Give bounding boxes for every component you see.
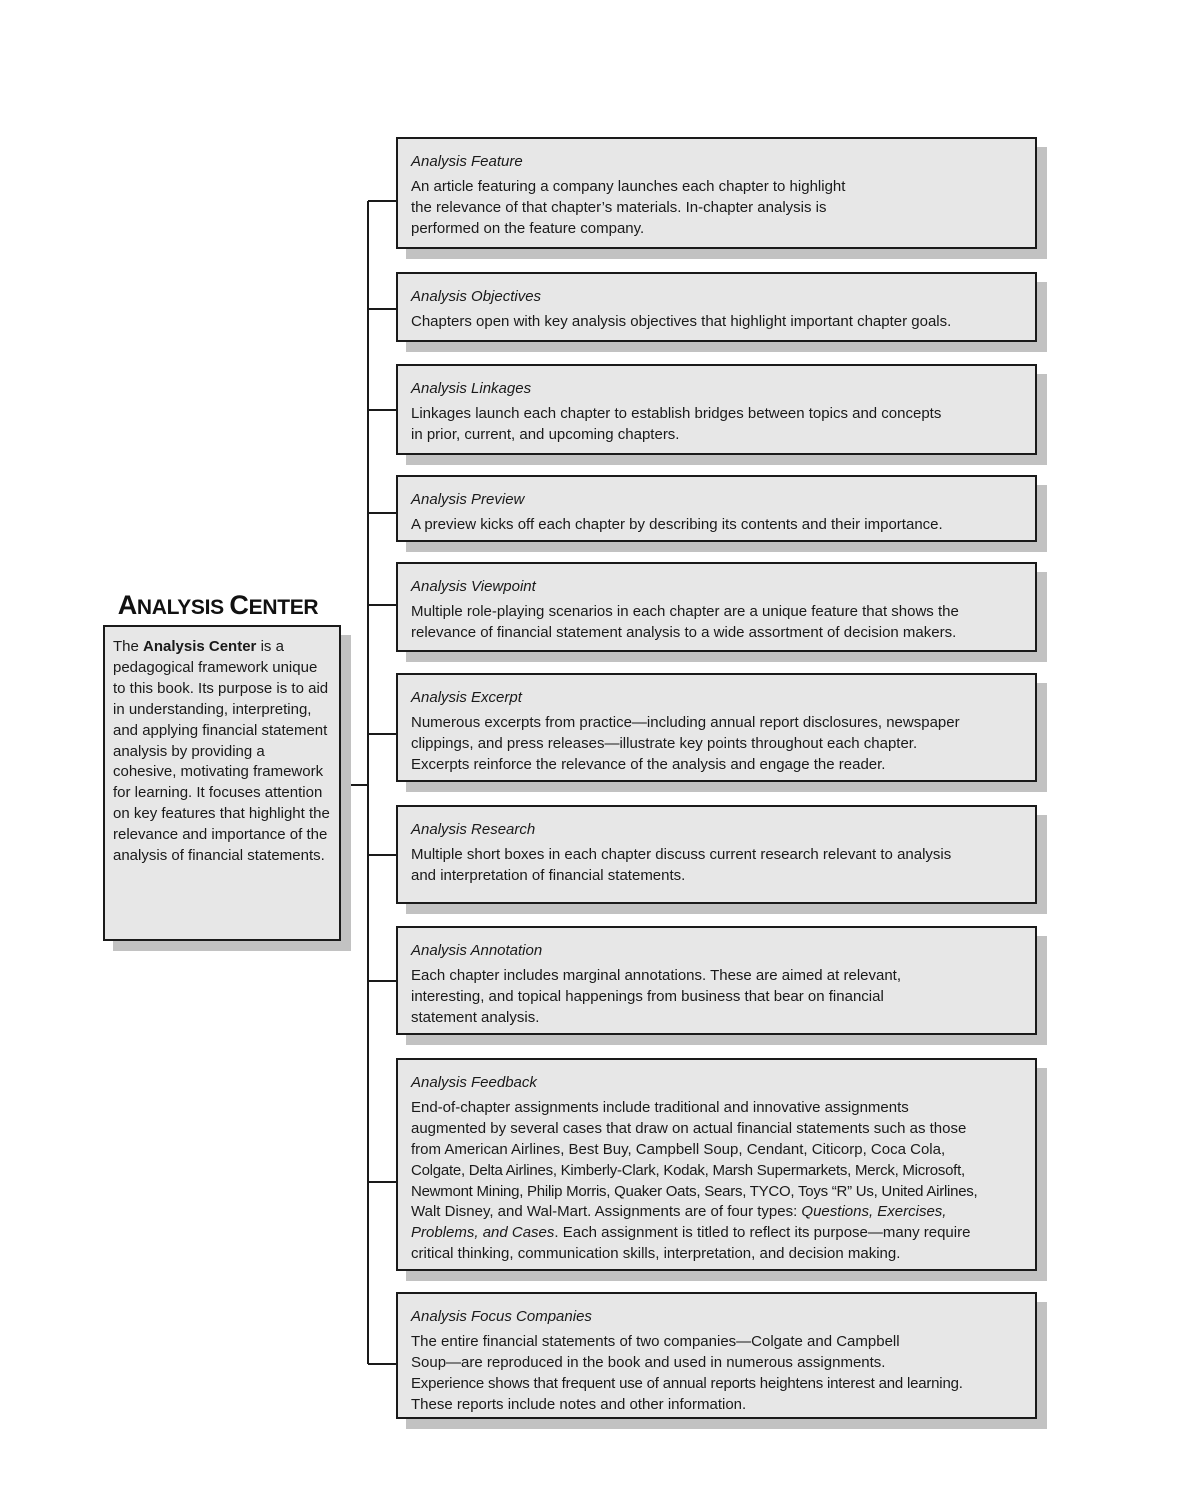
analysis-center-bold: Analysis Center (143, 638, 257, 655)
feature-description: The entire financial statements of two companies—Colgate and Campbell Soup—are reproduced in the book and used in numerous assignments. Experience shows that frequent use of annual reports heightens interest and learning. These reports include notes and other information. (411, 1332, 963, 1413)
feature-title: Analysis Excerpt (411, 689, 522, 706)
feature-box-analysis-research (396, 805, 1037, 904)
analysis-center-box: The Analysis Center is a pedagogical framework unique to this book. Its purpose is to aid in understanding, interpreting, and applying financial statement analysis by providing a cohesive, motivating framework for learning. It focuses attention on key features that highlight the relevance and importance of the analysis of financial statements. (103, 625, 341, 941)
feature-box-analysis-linkages (396, 364, 1037, 455)
feature-description: Multiple role-playing scenarios in each chapter are a unique feature that shows the relevance of financial statement analysis to a wide assortment of decision makers. (411, 602, 959, 641)
feature-box-analysis-annotation (396, 926, 1037, 1035)
feature-description: Numerous excerpts from practice—including annual report disclosures, newspaper clippings, and press releases—illustrate key points throughout each chapter. Excerpts reinforce the relevance of the analysis and engage the reader. (411, 713, 960, 773)
feature-description: Multiple short boxes in each chapter discuss current research relevant to analysis and interpretation of financial statements. (411, 845, 952, 884)
feature-title: Analysis Research (411, 821, 536, 838)
feature-box-analysis-feedback (396, 1058, 1037, 1271)
feature-description: An article featuring a company launches each chapter to highlight the relevance of that chapter’s materials. In-chapter analysis is performed on the feature company. (411, 177, 846, 237)
feature-description: A preview kicks off each chapter by describing its contents and their importance. (411, 515, 943, 533)
feature-description: Chapters open with key analysis objectives that highlight important chapter goals. (411, 312, 952, 330)
feature-box-analysis-objectives (396, 272, 1037, 342)
feature-title: Analysis Feedback (411, 1074, 537, 1091)
feature-description: End-of-chapter assignments include traditional and innovative assignments augmented by several cases that draw on actual financial statements such as those from American Airlines, Best Buy, Campbell Soup, Cendant, Citicorp, Coca Cola, Colgate, Delta Airlines, Kimberly-Clark, Kodak, Marsh Supermarkets, Merck, Microsoft, Newmont Mining, Philip Morris, Quaker Oats, Sears, TYCO, Toys “R” Us, United Airlines, Walt Disney, and Wal-Mart. Assignments are of four types: Questions, Exercises, Problems, and Cases. Each assignment is titled to reflect its purpose—many require critical thinking, communication skills, interpretation, and decision making. (411, 1098, 978, 1263)
feature-box-analysis-focus-companies (396, 1292, 1037, 1419)
feature-title: Analysis Objectives (411, 288, 542, 305)
feature-box-analysis-viewpoint (396, 562, 1037, 652)
feature-description: Each chapter includes marginal annotations. These are aimed at relevant, interesting, and topical happenings from business that bear on financial statement analysis. (411, 966, 902, 1026)
feature-title: Analysis Focus Companies (411, 1308, 592, 1325)
analysis-center-title: ANALYSIS CENTER (117, 590, 319, 620)
feature-box-analysis-feature (396, 137, 1037, 249)
feature-title: Analysis Linkages (411, 380, 532, 397)
feature-title: Analysis Viewpoint (411, 578, 536, 595)
feature-title: Analysis Preview (411, 491, 525, 508)
feature-box-analysis-excerpt (396, 673, 1037, 782)
feature-title: Analysis Feature (411, 153, 523, 170)
feature-description: Linkages launch each chapter to establish bridges between topics and concepts in prior, current, and upcoming chapters. (411, 404, 942, 443)
feature-title: Analysis Annotation (411, 942, 543, 959)
feature-box-analysis-preview (396, 475, 1037, 542)
